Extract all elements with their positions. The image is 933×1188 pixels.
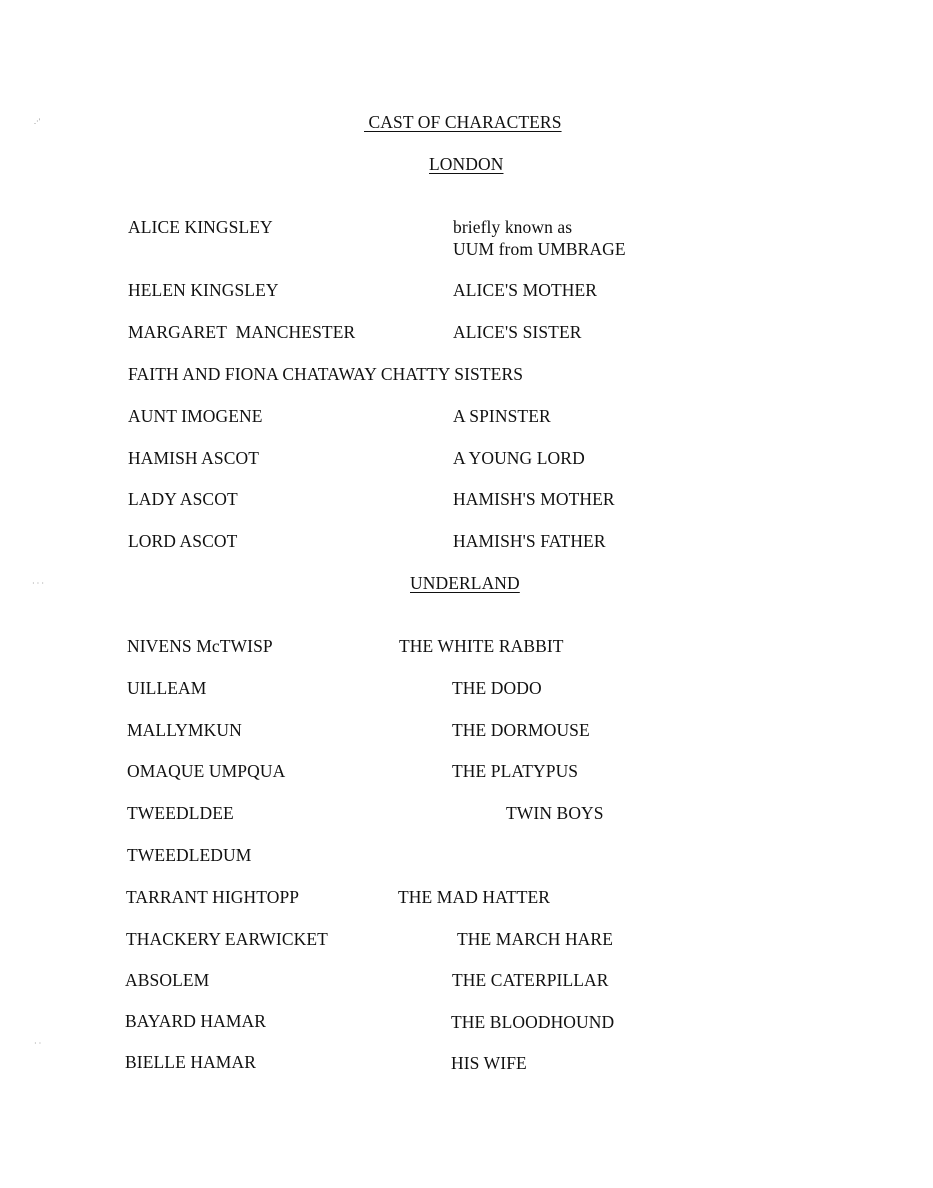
section-heading-london: LONDON bbox=[429, 154, 504, 174]
character-role: A YOUNG LORD bbox=[453, 448, 585, 468]
character-role: HAMISH'S FATHER bbox=[453, 531, 606, 551]
character-role: briefly known as bbox=[453, 217, 573, 237]
character-name: TARRANT HIGHTOPP bbox=[126, 887, 300, 907]
margin-mark: .·' bbox=[34, 117, 41, 126]
character-role: THE MAD HATTER bbox=[398, 887, 551, 907]
character-name: OMAQUE UMPQUA bbox=[127, 761, 286, 781]
character-role: ALICE'S SISTER bbox=[453, 322, 582, 342]
page-title: CAST OF CHARACTERS bbox=[368, 112, 562, 132]
character-role: A SPINSTER bbox=[453, 406, 551, 426]
character-name: TWEEDLEDUM bbox=[127, 845, 252, 865]
character-role: HAMISH'S MOTHER bbox=[453, 489, 615, 509]
character-name: LADY ASCOT bbox=[128, 489, 238, 509]
character-role: ALICE'S MOTHER bbox=[453, 280, 598, 300]
character-name: ABSOLEM bbox=[125, 970, 210, 990]
margin-mark: · · bbox=[34, 1039, 42, 1048]
character-role: THE DODO bbox=[452, 678, 542, 698]
character-name: FAITH AND FIONA CHATAWAY CHATTY SISTERS bbox=[128, 364, 524, 384]
character-name: HAMISH ASCOT bbox=[128, 448, 260, 468]
character-name: TWEEDLDEE bbox=[127, 803, 234, 823]
character-name: AUNT IMOGENE bbox=[128, 406, 263, 426]
character-role: THE WHITE RABBIT bbox=[399, 636, 564, 656]
character-name: MARGARET MANCHESTER bbox=[128, 322, 356, 342]
character-name: NIVENS McTWISP bbox=[127, 636, 273, 656]
character-name: HELEN KINGSLEY bbox=[128, 280, 279, 300]
character-name: LORD ASCOT bbox=[128, 531, 238, 551]
character-role: THE DORMOUSE bbox=[452, 720, 590, 740]
character-role: TWIN BOYS bbox=[506, 803, 604, 823]
character-name: MALLYMKUN bbox=[127, 720, 242, 740]
character-role: THE BLOODHOUND bbox=[451, 1012, 615, 1032]
character-role: THE CATERPILLAR bbox=[452, 970, 609, 990]
character-name: BAYARD HAMAR bbox=[125, 1011, 267, 1031]
margin-mark: · · · bbox=[32, 579, 44, 588]
section-heading-underland: UNDERLAND bbox=[410, 573, 520, 593]
character-name: THACKERY EARWICKET bbox=[126, 929, 328, 949]
character-role: THE PLATYPUS bbox=[452, 761, 579, 781]
character-name: ALICE KINGSLEY bbox=[128, 217, 273, 237]
character-name: BIELLE HAMAR bbox=[125, 1052, 256, 1072]
character-role: UUM from UMBRAGE bbox=[453, 239, 626, 259]
character-role: THE MARCH HARE bbox=[457, 929, 613, 949]
character-name: UILLEAM bbox=[127, 678, 207, 698]
character-role: HIS WIFE bbox=[451, 1053, 527, 1073]
